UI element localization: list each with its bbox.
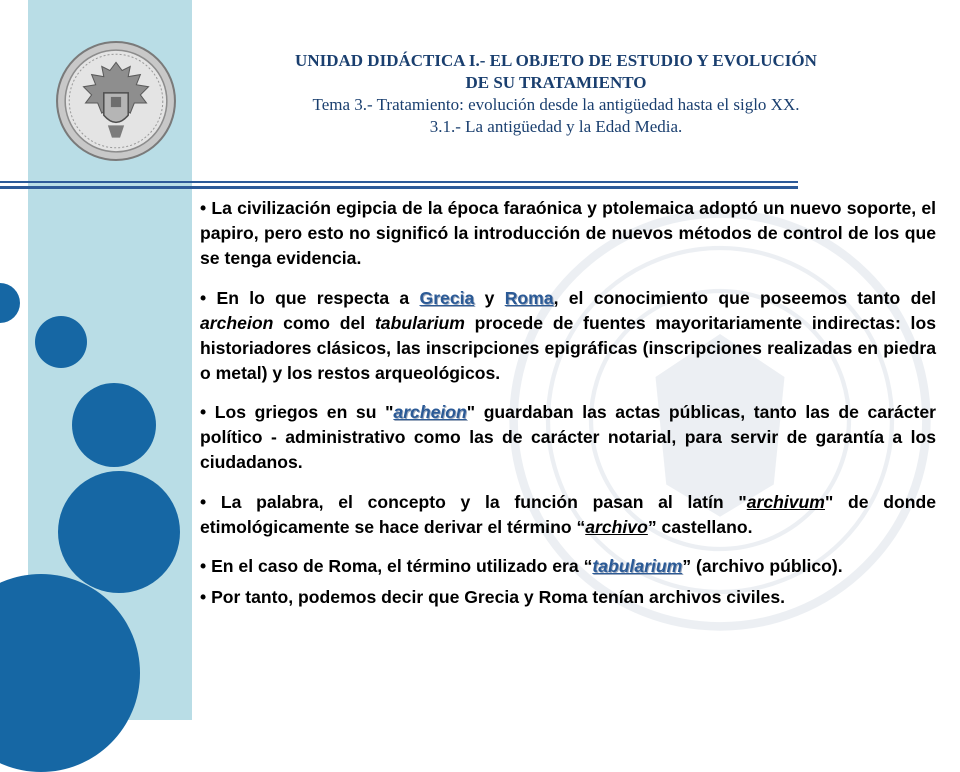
paragraph-text: La palabra, el concepto y la función pasan al latín " [220,491,747,512]
link-grecia[interactable]: Grecia [419,287,475,308]
paragraph-text: ” castellano. [647,516,753,537]
paragraph-text: " de donde etimológicamente se hace derivar el término “ [200,491,936,537]
paragraph-text: procede de fuentes mayoritariamente indirectas: los historiadores clásicos, las inscripciones epigráficas (inscripciones realizadas en piedra o metal) y los restos arqueológicos. [200,312,936,383]
decorative-circle-3 [72,383,156,467]
term-archivo: archivo [585,516,648,537]
link-roma[interactable]: Roma [504,287,554,308]
paragraph-text: En el caso de Roma, el término utilizado era “ [211,556,593,576]
decorative-circle-2 [35,316,87,368]
decorative-circle-4 [58,471,180,593]
term-tabularium: tabularium [374,312,465,333]
slide-body [200,196,936,625]
unit-title-line-2: DE SU TRATAMIENTO [465,73,647,92]
unit-title [200,50,912,94]
paragraph-text: La civilización egipcia de la época faraónica y ptolemaica adoptó un nuevo soporte, el papiro, pero esto no significó la introducción de nuevos métodos de control de los que se tenga evidencia. [200,198,936,268]
paragraph-text: y [474,287,505,308]
divider-line-thin [0,181,798,183]
bullet-icon: • [200,287,207,308]
link-archeion[interactable]: archeion [393,402,467,422]
unit-title-line-1: UNIDAD DIDÁCTICA I.- EL OBJETO DE ESTUDIO Y EVOLUCIÓN [295,51,817,70]
paragraph-text: Por tanto, podemos decir que Grecia y Roma tenían archivos civiles. [211,587,785,607]
bullet-icon: • [200,556,207,576]
divider-line-thick [0,186,798,189]
subtopic-title: 3.1.- La antigüedad y la Edad Media. [429,117,683,136]
slide-header [200,50,912,138]
paragraph-text: , el conocimiento que poseemos tanto del [553,287,937,308]
bullet-paragraph-4 [200,490,936,540]
paragraph-text: Los griegos en su " [214,402,394,422]
paragraph-text: como del [273,312,375,333]
bullet-paragraph-1 [200,196,936,271]
bullet-paragraph-6 [200,585,936,610]
paragraph-text: En lo que respecta a [216,287,420,308]
paragraph-text: ” (archivo público). [682,556,843,576]
bullet-icon: • [200,402,207,422]
paragraph-text: " guardaban las actas públicas, tanto las de carácter político - administrativo como las de carácter notarial, para servir de garantía a los ciudadanos. [200,402,936,472]
topic-title: Tema 3.- Tratamiento: evolución desde la antigüedad hasta el siglo XX. [312,95,800,114]
bullet-paragraph-5 [200,554,936,579]
bullet-icon: • [200,587,207,607]
decorative-circle-1 [0,283,20,323]
bullet-paragraph-2 [200,286,936,386]
header-divider [0,181,798,190]
bullet-icon: • [200,491,207,512]
link-tabularium[interactable]: tabularium [592,556,683,576]
term-archeion: archeion [200,312,274,333]
bullet-paragraph-3 [200,400,936,475]
university-seal-icon [55,40,177,162]
term-archivum: archivum [746,491,825,512]
bullet-icon: • [200,198,207,218]
